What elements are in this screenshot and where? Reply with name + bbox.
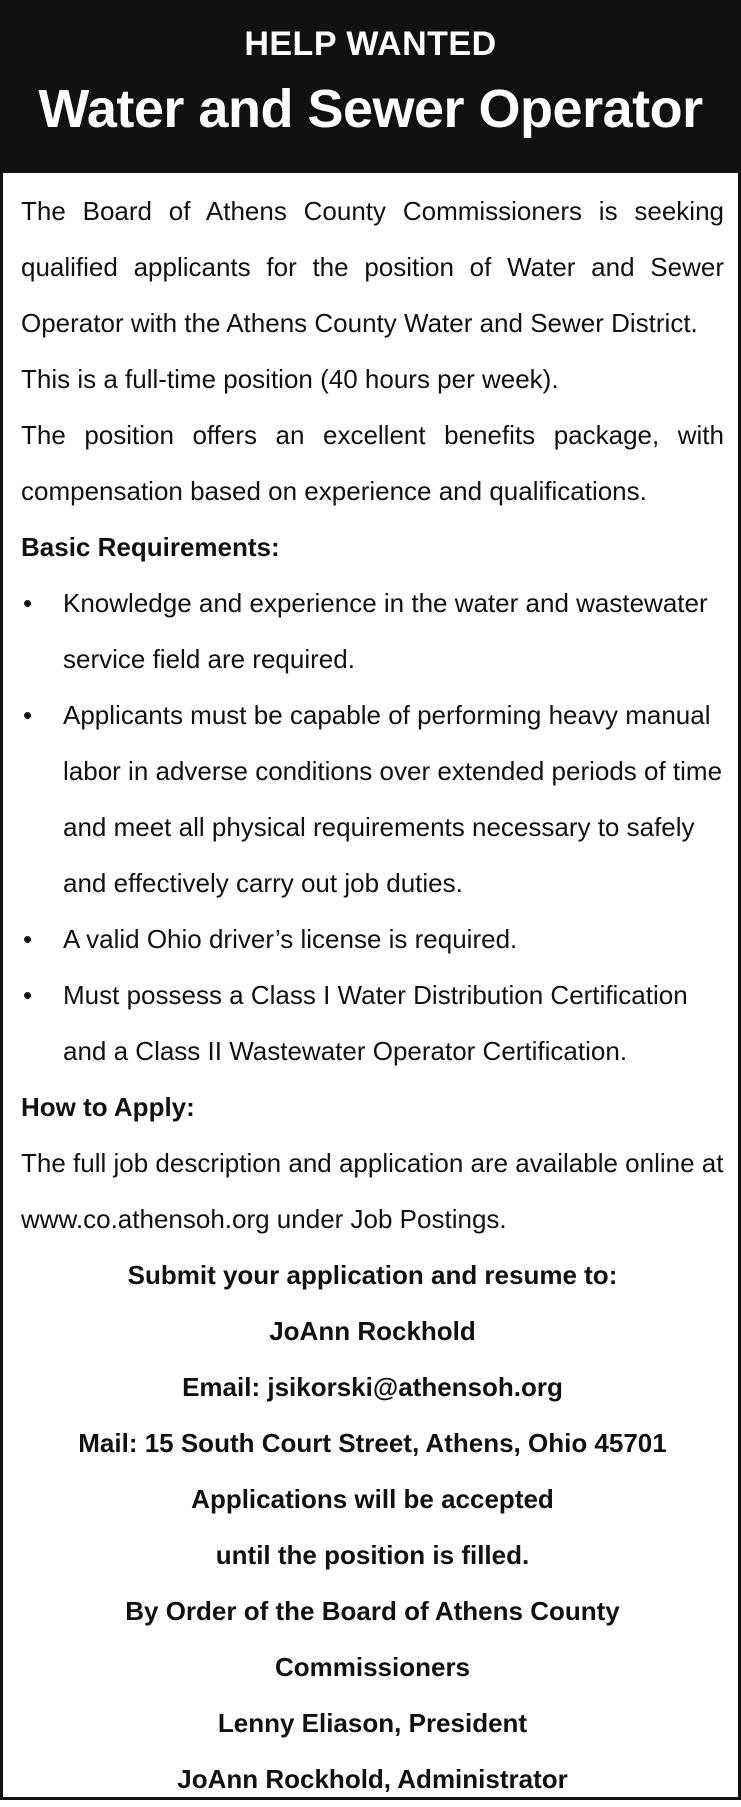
basic-requirements-heading: Basic Requirements:	[21, 532, 280, 562]
requirement-item	[21, 911, 724, 967]
how-to-apply-heading: How to Apply:	[21, 1092, 195, 1122]
job-title: Water and Sewer Operator	[38, 79, 703, 139]
bullet-icon: •	[23, 924, 33, 954]
bullet-icon: •	[23, 980, 33, 1010]
requirement-item	[21, 687, 724, 911]
order-line-1: By Order of the Board of Athens County	[125, 1596, 620, 1626]
contact-email: Email: jsikorski@athensoh.org	[182, 1372, 563, 1402]
help-wanted-kicker: HELP WANTED	[244, 25, 497, 63]
apply-instructions: The full job description and application are available online at www.co.athensoh.org under Job Postings.	[21, 1148, 724, 1234]
intro-paragraph-2: This is a full-time position (40 hours per week).	[21, 364, 559, 394]
deadline-line-1: Applications will be accepted	[191, 1484, 554, 1514]
bullet-icon: •	[23, 700, 33, 730]
deadline-line-2: until the position is filled.	[215, 1540, 530, 1570]
administrator-signature: JoAnn Rockhold, Administrator	[177, 1764, 568, 1794]
intro-paragraph-3: The position offers an excellent benefits package, with compensation based on experience and qualifications.	[21, 420, 724, 506]
requirement-text: A valid Ohio driver’s license is required.	[63, 924, 518, 954]
bullet-icon: •	[23, 588, 33, 618]
header-banner	[3, 3, 738, 173]
president-signature: Lenny Eliason, President	[217, 1708, 528, 1738]
requirement-text: Applicants must be capable of performing heavy manual labor in adverse conditions over extended periods of time and meet all physical requirements necessary to safely and effectively carry out job duties.	[63, 700, 723, 898]
requirement-text: Must possess a Class I Water Distribution Certification and a Class II Wastewater Operator Certification.	[63, 980, 688, 1066]
requirement-text: Knowledge and experience in the water and wastewater service field are required.	[63, 588, 708, 674]
requirement-item	[21, 575, 724, 687]
contact-mail-address: Mail: 15 South Court Street, Athens, Ohio 45701	[78, 1428, 667, 1458]
submit-line: Submit your application and resume to:	[127, 1260, 618, 1290]
requirement-item	[21, 967, 724, 1079]
contact-name: JoAnn Rockhold	[269, 1316, 476, 1346]
intro-paragraph-1: The Board of Athens County Commissioners is seeking qualified applicants for the position of Water and Sewer Operator with the Athens County Water and Sewer District.	[21, 196, 724, 338]
order-line-2: Commissioners	[274, 1652, 471, 1682]
ad-body	[3, 173, 738, 1807]
